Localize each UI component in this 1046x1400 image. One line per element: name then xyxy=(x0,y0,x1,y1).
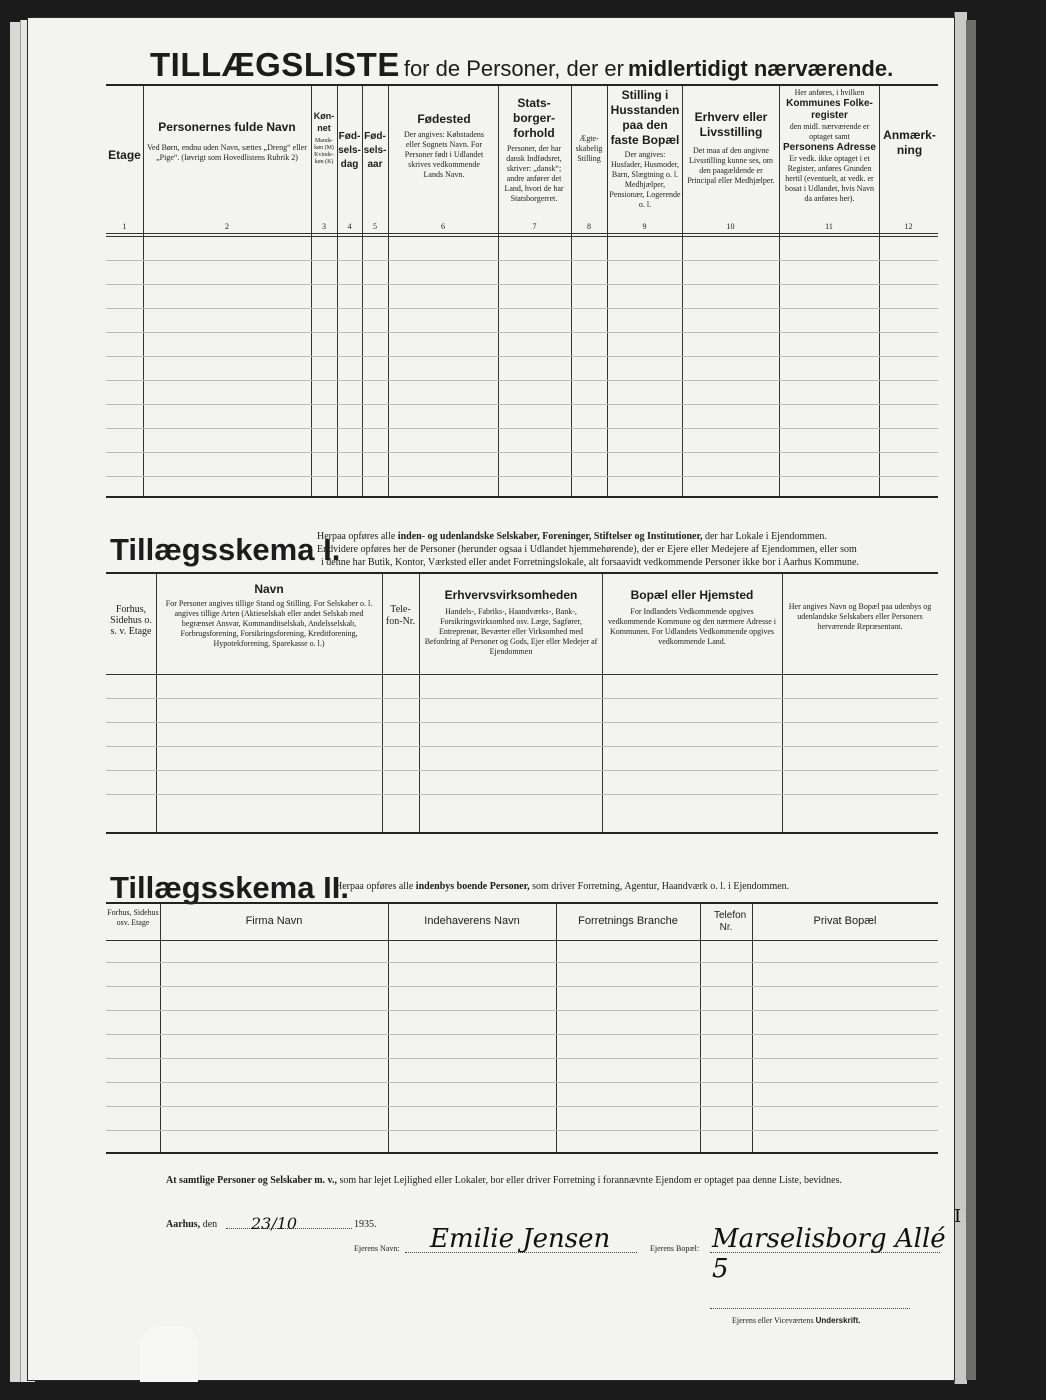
col-number: 5 xyxy=(373,222,377,231)
year: 1935. xyxy=(354,1219,377,1230)
attestation-text: At samtlige Personer og Selskaber m. v., som har lejet Lejlighed eller Lokaler, bor eller driver Forretning i forannævnte Ejendom er optaget paa denne Liste, bevidnes. xyxy=(166,1175,842,1186)
header-divider xyxy=(106,233,938,234)
table-row xyxy=(106,452,938,453)
table-row xyxy=(106,332,938,333)
s2-col-telefon-header: Telefon Nr. xyxy=(714,910,747,933)
table-row xyxy=(106,746,938,747)
col-line xyxy=(607,86,608,496)
col-adresse-header: Her anføres, i hvilken Kommunes Folke-register den midl. nærværende er optaget samt Personens Adresse Er vedk. ikke optaget i et Register, anføres Grunden hertil (eventuelt, at vedk. er bosat i Udlandet, hvis Navn da anføres her). xyxy=(782,88,876,203)
table-row xyxy=(106,722,938,723)
s2-col-indehaver-header: Indehaverens Navn xyxy=(424,915,520,927)
s2-col-firma-header: Firma Navn xyxy=(245,915,303,927)
col-line xyxy=(388,904,389,1152)
col-number: 10 xyxy=(726,222,735,231)
table-row xyxy=(106,356,938,357)
signature-line xyxy=(710,1308,910,1309)
page-edge-right-shadow xyxy=(966,20,976,1380)
table-row xyxy=(106,260,938,261)
table-row xyxy=(106,284,938,285)
col-number: 11 xyxy=(825,222,833,231)
skema2-intro: Herpaa opføres alle indenbys boende Personer, som driver Forretning, Agentur, Haandværk o. l. i Ejendommen. xyxy=(335,881,790,892)
table-row xyxy=(106,770,938,771)
table-row xyxy=(106,1058,938,1059)
s2-col-branche-header: Forretnings Branche xyxy=(578,915,678,927)
table-row xyxy=(106,380,938,381)
col-number: 6 xyxy=(441,222,445,231)
form-title xyxy=(150,46,950,84)
date-line: Aarhus, den xyxy=(166,1219,218,1230)
s1-col-erhverv-header: Erhvervsvirksomheden Handels-, Fabriks-, Haandværks-, Bank-, Forsikringsvirksomhed osv. Læge, Sagfører, Entreprenør, Beværter eller Virksomhed med Befordring af Personer og Gods, Ejer eller Medejer af Ejendommen xyxy=(424,588,598,656)
col-etage-header: Etage xyxy=(108,148,141,162)
skema1-intro: Herpaa opføres alle inden- og udenlandske Selskaber, Foreninger, Stiftelser og Institutioner, der har Lokale i Ejendommen. Endvidere opføres her de Personer (herunder ogsaa i Udlandet hjemmehørende), der er Ejere eller Medejere af Ejendommen, eller som i denne har Butik, Kontor, Værksted eller andet Forretningslokale, alt forsaavidt vedkommende Personer ikke bor i Aarhus Kommune. xyxy=(317,531,859,568)
header-divider-2 xyxy=(106,236,938,237)
title-bold: TILLÆGSLISTE xyxy=(150,46,400,83)
table-row xyxy=(106,428,938,429)
skema1-title: Tillægsskema I. xyxy=(110,532,341,567)
owner-address-label: Ejerens Bopæl: xyxy=(650,1244,700,1253)
col-erhverv-header: Erhverv eller Livsstilling Det maa af den angivne Livsstilling kunne ses, om den paagældende er Principal eller Medhjælper. xyxy=(687,110,775,185)
table-row xyxy=(106,1106,938,1107)
col-line xyxy=(388,86,389,496)
owner-name-handwritten: Emilie Jensen xyxy=(430,1224,611,1254)
col-line xyxy=(752,904,753,1152)
table-row xyxy=(106,794,938,795)
owner-name-label: Ejerens Navn: xyxy=(354,1244,400,1253)
signature-label: Ejerens eller Viceværtens Underskrift. xyxy=(732,1316,861,1325)
title-text: for de Personer, der er xyxy=(403,56,624,81)
col-number: 12 xyxy=(904,222,913,231)
skema2-title: Tillægsskema II. xyxy=(110,870,349,905)
header-divider xyxy=(106,674,938,675)
col-line xyxy=(779,86,780,496)
binding-tab xyxy=(140,1326,198,1382)
col-statsborger-header: Stats-borger-forhold Personer, der har dansk Indfødsret, skriver: „dansk“; andre anfører det Land, hvori de har Statsborgerret. xyxy=(504,96,564,203)
date-handwritten: 23/10 xyxy=(251,1214,298,1233)
table-row xyxy=(106,1082,938,1083)
owner-address-floor: I xyxy=(954,1206,962,1227)
col-line xyxy=(700,904,701,1152)
col-stilling-header: Stilling i Husstanden paa den faste Bopæl Der angives: Husfader, Husmoder, Barn, Slægtning o. l. Medhjælper, Pensionær, Logerende o. l. xyxy=(609,88,681,209)
skema2-table xyxy=(106,902,938,1154)
col-line xyxy=(556,904,557,1152)
table-row xyxy=(106,1130,938,1131)
col-kon-header: Køn-net Mands-køn (M) Kvinde-køn (K) xyxy=(313,111,335,165)
skema1-table xyxy=(106,572,938,834)
col-line xyxy=(143,86,144,496)
s1-col-navn-header: Navn For Personer angives tillige Stand og Stilling. For Selskaber o. l. angives tillige Arten (Aktieselskab eller andet Selskab med begrænset Ansvar, Kommanditselskab, Andelsselskab, Forbrugsforening, Forsikringsforening, Kreditforening, Hypotekforening, Sparekasse o. l.) xyxy=(165,582,373,648)
col-number: 7 xyxy=(532,222,537,231)
col-number: 1 xyxy=(122,222,127,231)
header-divider xyxy=(106,940,938,941)
s1-col-repraesentant-header: Her angives Navn og Bopæl paa udenbys og udenlandske Selskabers eller Personers herværende Repræsentant. xyxy=(788,602,932,631)
col-line xyxy=(498,86,499,496)
table-row xyxy=(106,404,938,405)
owner-address-handwritten: Marselisborg Allé 5 xyxy=(712,1224,946,1284)
table-row xyxy=(106,308,938,309)
title-bold-2: midlertidigt nærværende. xyxy=(627,56,894,81)
s2-col-etage-header: Forhus, Sidehus osv. Etage xyxy=(107,908,159,927)
col-number: 4 xyxy=(347,222,352,231)
table-row xyxy=(106,1010,938,1011)
s1-col-bopael-header: Bopæl eller Hjemsted For Indlandets Vedkommende opgives vedkommende Kommune og den nærmere Adresse i Kommunen. For Udlandets Vedkommende opgives vedkommende Land. xyxy=(608,588,776,646)
col-fodested-header: Fødested Der angives: Købstadens eller Sognets Navn. For Personer født i Udlandet skrives vedkommende Lands Navn. xyxy=(404,112,484,179)
col-number: 3 xyxy=(322,222,326,231)
col-aegteskab-header: Ægte-skabelig Stilling xyxy=(575,134,603,163)
table-row xyxy=(106,476,938,477)
s2-col-bopael-header: Privat Bopæl xyxy=(813,915,877,927)
s1-col-telefon-header: Tele-fon-Nr. xyxy=(385,604,416,627)
col-fodselsaar-header: Fød-sels-aar xyxy=(363,131,387,170)
col-line xyxy=(879,86,880,496)
table-row xyxy=(106,986,938,987)
table-row xyxy=(106,698,938,699)
col-anmaerkning-header: Anmærk-ning xyxy=(883,128,936,157)
col-number: 9 xyxy=(642,222,647,231)
col-number: 8 xyxy=(587,222,591,231)
col-number: 2 xyxy=(225,222,229,231)
col-fodselsdag-header: Fød-sels-dag xyxy=(338,131,361,170)
s1-col-etage-header: Forhus, Sidehus o. s. v. Etage xyxy=(110,604,152,637)
table-row xyxy=(106,1034,938,1035)
col-line xyxy=(682,86,683,496)
table-row xyxy=(106,962,938,963)
form-page xyxy=(28,18,962,1380)
col-navn-header: Personernes fulde Navn Ved Børn, endnu uden Navn, sættes „Dreng“ eller „Pige“. (Iøvrigt som Hovedlistens Rubrik 2) xyxy=(147,120,307,162)
col-line xyxy=(160,904,161,1152)
main-table xyxy=(106,84,938,498)
